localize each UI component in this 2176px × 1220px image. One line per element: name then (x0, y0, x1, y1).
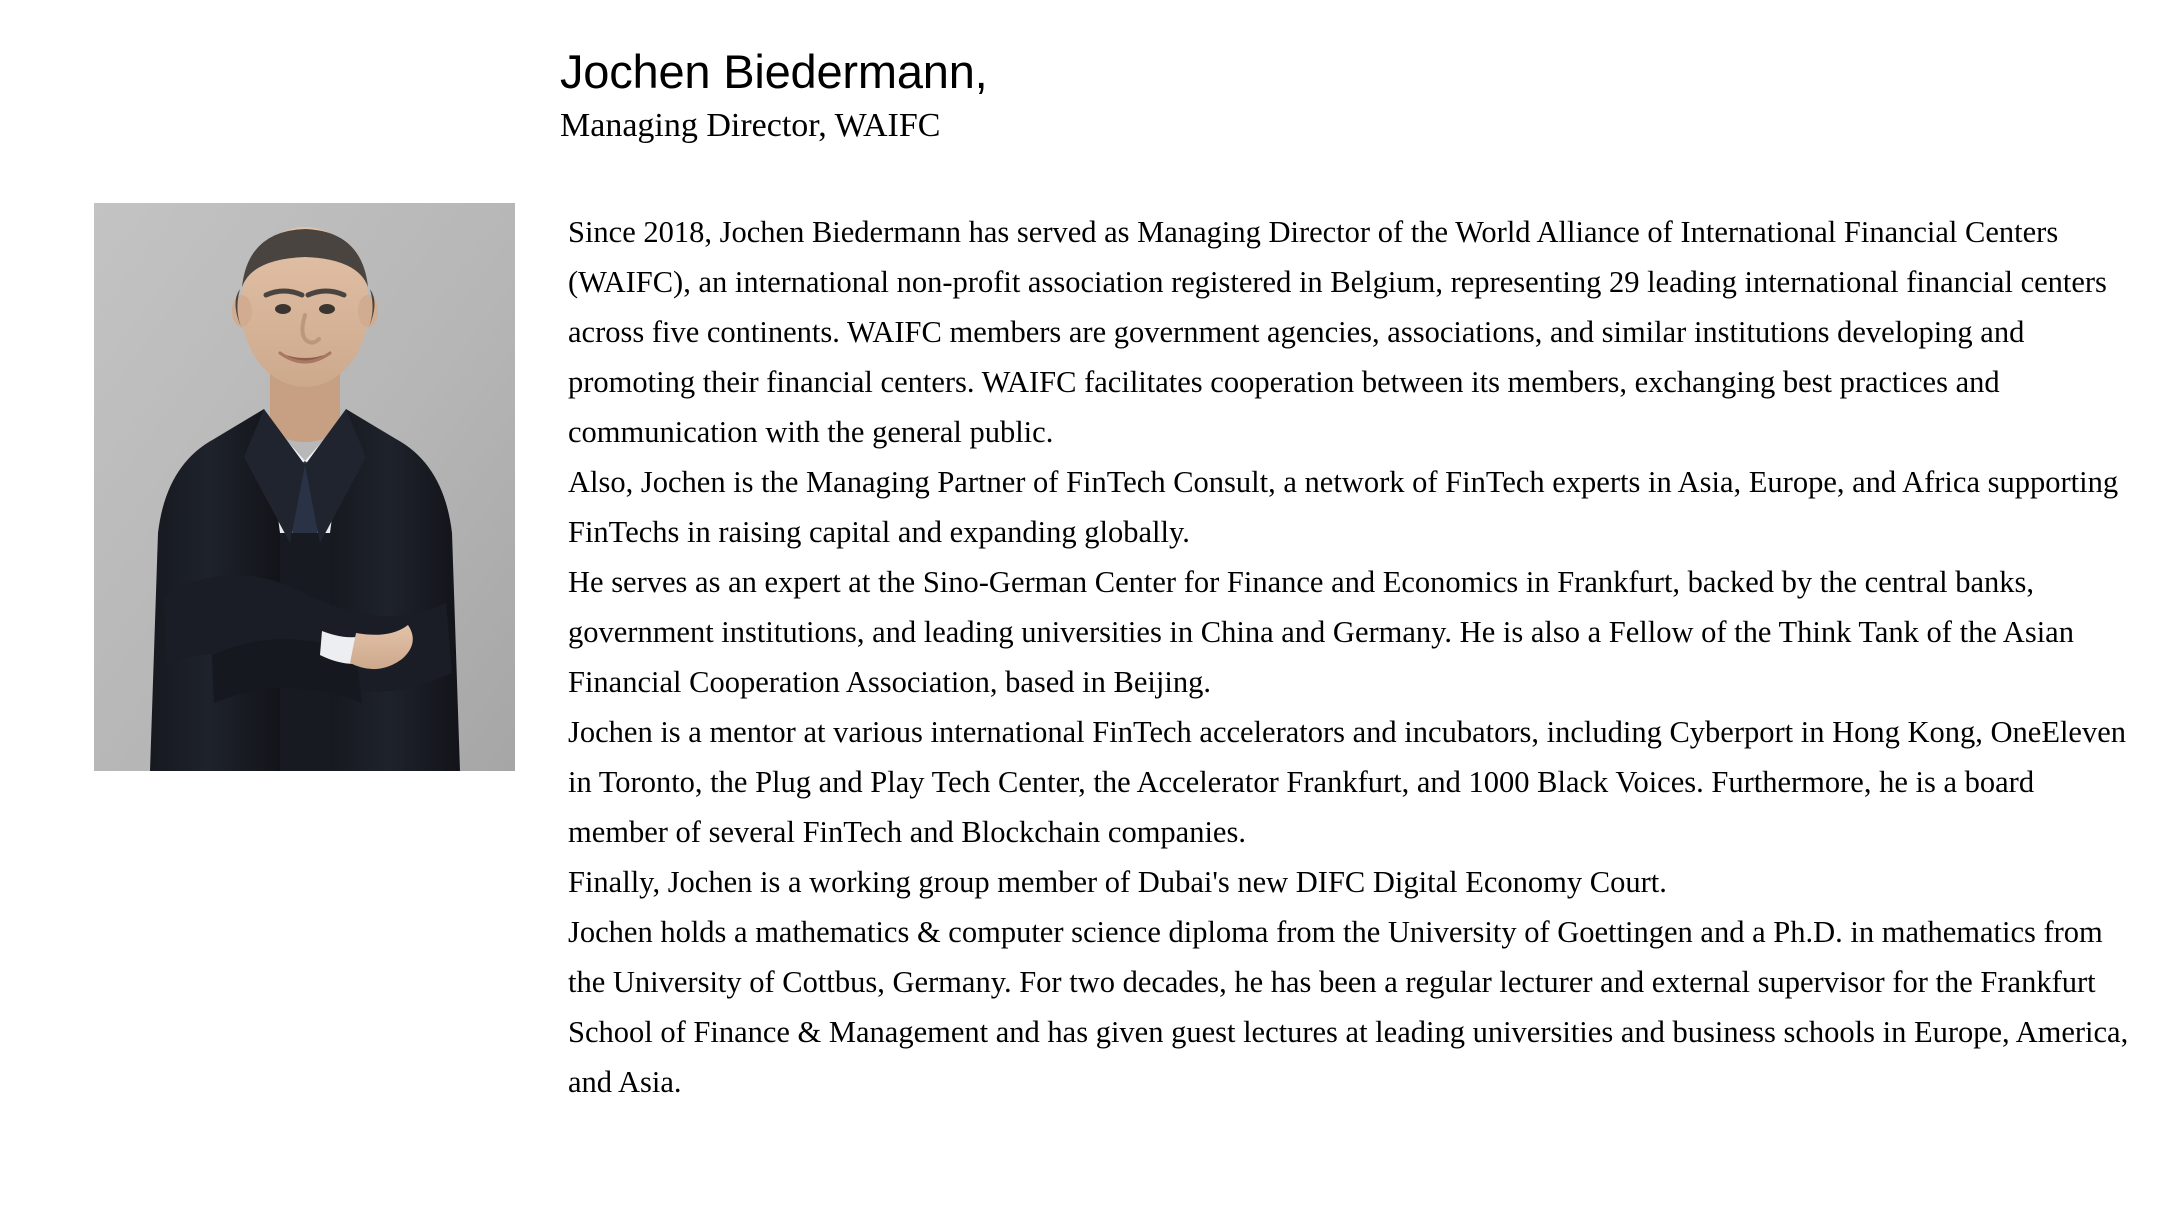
bio-paragraph: Jochen is a mentor at various international FinTech accelerators and incubators, including Cyberport in Hong Kong, OneEleven in Toronto, the Plug and Play Tech Center, the Accelerator Frankfurt, and 1000 Black Voices. Furthermore, he is a board member of several FinTech and Blockchain companies. (568, 715, 2127, 849)
portrait-photo (94, 203, 515, 771)
bio-paragraph: He serves as an expert at the Sino-German Center for Finance and Economics in Frankfurt, backed by the central banks, government institutions, and leading universities in China and Germany. He is also a Fellow of the Think Tank of the Asian Financial Cooperation Association, based in Beijing. (568, 565, 2074, 699)
page-title: Jochen Biedermann, (560, 45, 988, 98)
bio-paragraph: Since 2018, Jochen Biedermann has served as Managing Director of the World Alliance of International Financial Centers (WAIFC), an international non-profit association registered in Belgium, representing 29 leading international financial centers across five continents. WAIFC members are government agencies, associations, and similar institutions developing and promoting their financial centers. WAIFC facilitates cooperation between its members, exchanging best practices and communication with the general public. (568, 215, 2107, 449)
person-role: Managing Director, WAIFC (560, 106, 941, 144)
speaker-header (560, 45, 2120, 147)
biography (568, 207, 2138, 1107)
bio-paragraph: Also, Jochen is the Managing Partner of FinTech Consult, a network of FinTech experts in Asia, Europe, and Africa supporting FinTechs in raising capital and expanding globally. (568, 465, 2119, 549)
bio-paragraph: Finally, Jochen is a working group member of Dubai's new DIFC Digital Economy Court. (568, 865, 1667, 899)
portrait-illustration (94, 203, 515, 771)
bio-paragraph: Jochen holds a mathematics & computer science diploma from the University of Goettingen and a Ph.D. in mathematics from the University of Cottbus, Germany. For two decades, he has been a regular lecturer and external supervisor for the Frankfurt School of Finance & Management and has given guest lectures at leading universities and business schools in Europe, America, and Asia. (568, 915, 2129, 1099)
